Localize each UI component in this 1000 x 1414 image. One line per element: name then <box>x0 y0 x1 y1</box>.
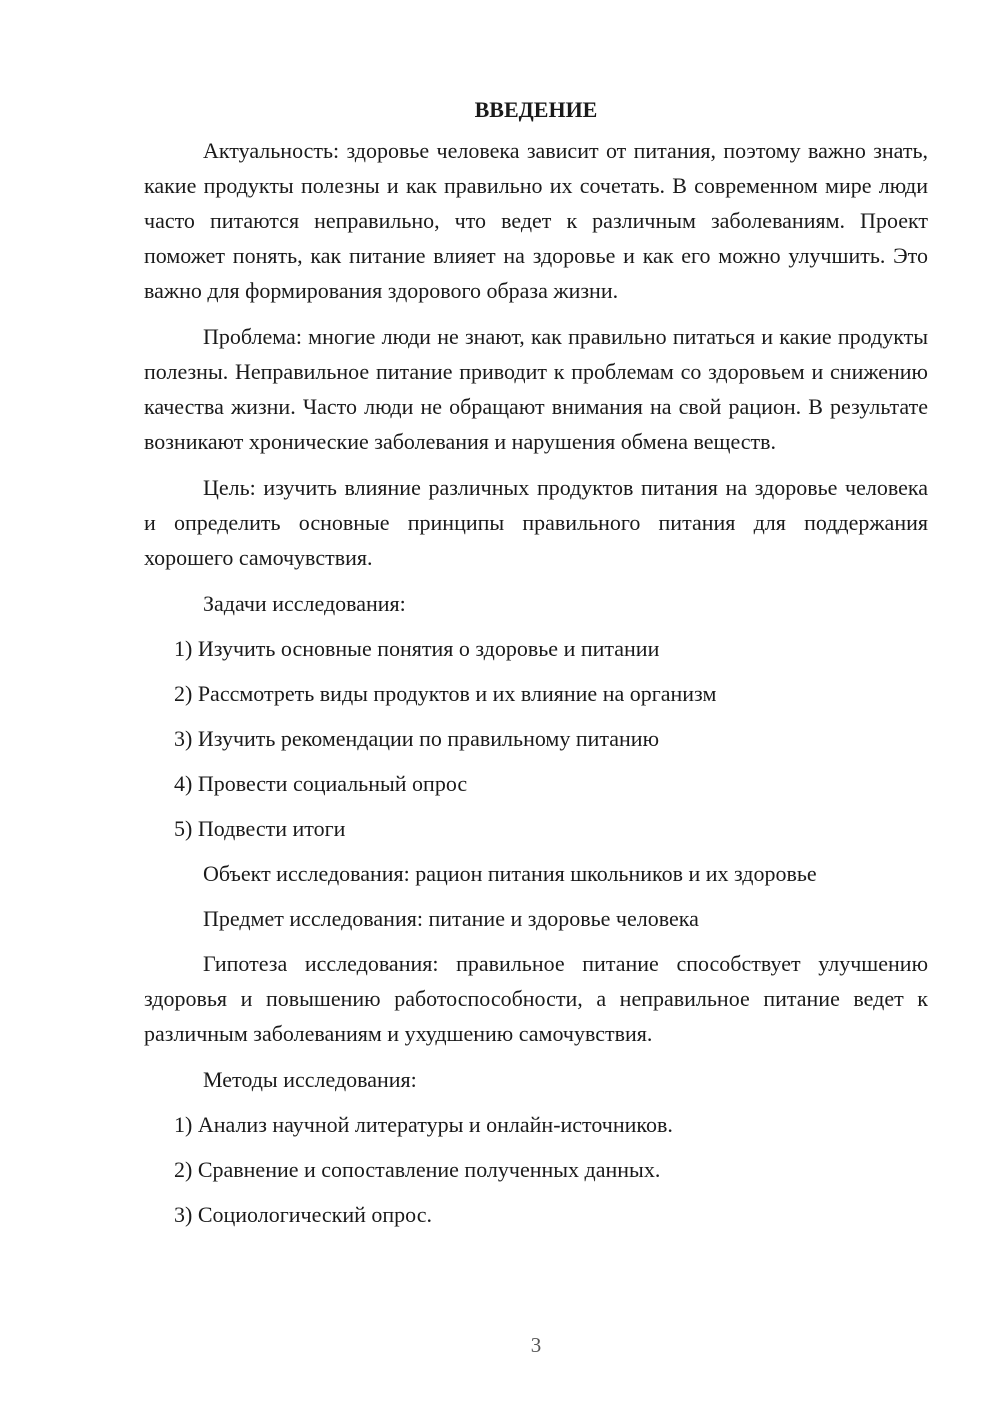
method-item: 2) Сравнение и сопоставление полученных данных. <box>174 1157 661 1182</box>
task-item: 2) Рассмотреть виды продуктов и их влияние на организм <box>174 681 717 706</box>
document-page <box>144 92 928 1242</box>
hypothesis-paragraph: Гипотеза исследования: правильное питание способствует улучшению здоровья и повышению работоспособности, а неправильное питание ведет к различным заболеваниям и ухудшению самочувствия. <box>144 951 928 1046</box>
task-item: 1) Изучить основные понятия о здоровье и питании <box>174 636 660 661</box>
relevance-paragraph: Актуальность: здоровье человека зависит от питания, поэтому важно знать, какие продукты полезны и как правильно их сочетать. В современном мире люди часто питаются неправильно, что ведет к различным заболеваниям. Проект поможет понять, как питание влияет на здоровье и как его можно улучшить. Это важно для формирования здорового образа жизни. <box>144 138 928 303</box>
research-subject: Предмет исследования: питание и здоровье человека <box>203 906 699 931</box>
page-number: 3 <box>530 1333 542 1357</box>
task-item: 3) Изучить рекомендации по правильному питанию <box>174 726 660 751</box>
task-item: 4) Провести социальный опрос <box>174 771 468 796</box>
task-item: 5) Подвести итоги <box>174 816 346 841</box>
tasks-list <box>144 631 928 846</box>
problem-paragraph: Проблема: многие люди не знают, как правильно питаться и какие продукты полезны. Неправильное питание приводит к проблемам со здоровьем и снижению качества жизни. Часто люди не обращают внимания на свой рацион. В результате возникают хронические заболевания и нарушения обмена веществ. <box>144 324 928 454</box>
methods-heading: Методы исследования: <box>203 1067 417 1092</box>
method-item: 1) Анализ научной литературы и онлайн-источников. <box>174 1112 673 1137</box>
section-title: ВВЕДЕНИЕ <box>474 97 598 122</box>
tasks-heading: Задачи исследования: <box>203 591 406 616</box>
research-object: Объект исследования: рацион питания школьников и их здоровье <box>203 861 817 886</box>
methods-list <box>144 1107 928 1232</box>
goal-paragraph: Цель: изучить влияние различных продуктов питания на здоровье человека и определить основные принципы правильного питания для поддержания хорошего самочувствия. <box>144 475 928 570</box>
method-item: 3) Социологический опрос. <box>174 1202 432 1227</box>
